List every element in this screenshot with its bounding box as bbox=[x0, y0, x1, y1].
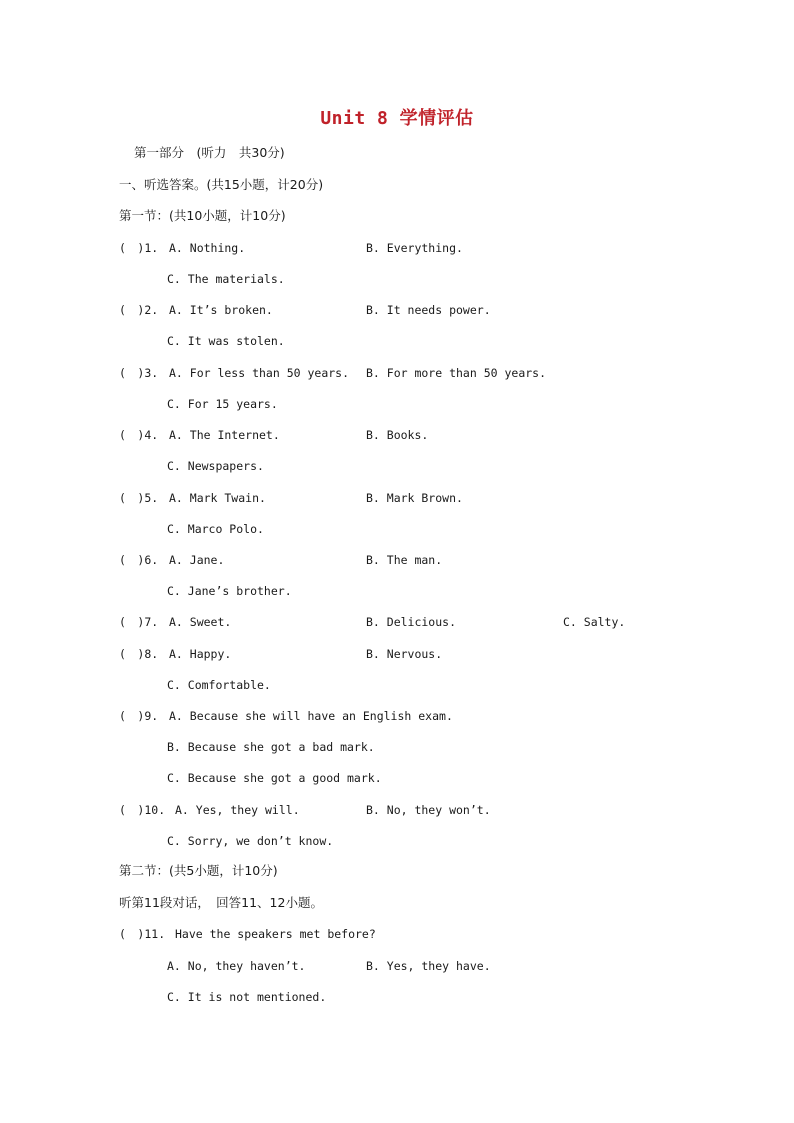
option-b: B. Because she got a bad mark. bbox=[167, 740, 375, 754]
page-title: Unit 8 学情评估 bbox=[320, 108, 474, 129]
question-number: ( )10. bbox=[119, 803, 166, 817]
option-c: C. For 15 years. bbox=[167, 397, 278, 411]
question-number: ( )6. bbox=[119, 553, 159, 567]
subsection-heading-1: 第一节：(共10小题，计10分) bbox=[119, 208, 286, 223]
option-c: C. The materials. bbox=[167, 272, 285, 286]
option-b: B. No, they won’t. bbox=[366, 803, 491, 817]
option-b: B. For more than 50 years. bbox=[366, 366, 547, 380]
question-stem: Have the speakers met before? bbox=[175, 927, 376, 941]
option-b: B. Delicious. bbox=[366, 615, 457, 629]
option-b: B. Books. bbox=[366, 428, 429, 442]
option-b: B. It needs power. bbox=[366, 303, 491, 317]
option-b: B. Nervous. bbox=[366, 647, 443, 661]
option-a: A. The Internet. bbox=[169, 428, 280, 442]
option-a: A. It’s broken. bbox=[169, 303, 273, 317]
question-number: ( )7. bbox=[119, 615, 159, 629]
option-a: A. No, they haven’t. bbox=[167, 959, 306, 973]
question-number: ( )5. bbox=[119, 491, 159, 505]
option-a: A. Nothing. bbox=[169, 241, 246, 255]
question-number: ( )3. bbox=[119, 366, 159, 380]
option-b: B. The man. bbox=[366, 553, 443, 567]
question-number: ( )1. bbox=[119, 241, 159, 255]
question-number: ( )9. bbox=[119, 709, 159, 723]
option-c: C. Because she got a good mark. bbox=[167, 771, 382, 785]
option-c: C. Newspapers. bbox=[167, 459, 264, 473]
question-number: ( )8. bbox=[119, 647, 159, 661]
subsection-heading-2: 第二节：(共5小题，计10分) bbox=[119, 863, 278, 878]
option-a: A. Sweet. bbox=[169, 615, 232, 629]
option-a: A. For less than 50 years. bbox=[169, 366, 350, 380]
option-b: B. Mark Brown. bbox=[366, 491, 463, 505]
option-a: A. Happy. bbox=[169, 647, 232, 661]
option-a: A. Yes, they will. bbox=[175, 803, 300, 817]
option-a: A. Jane. bbox=[169, 553, 225, 567]
question-number: ( )4. bbox=[119, 428, 159, 442]
option-c: C. Comfortable. bbox=[167, 678, 271, 692]
part-heading: 第一部分 (听力 共30分) bbox=[134, 145, 285, 160]
option-b: B. Yes, they have. bbox=[366, 959, 491, 973]
option-a: A. Because she will have an English exam. bbox=[169, 709, 453, 723]
question-number: ( )2. bbox=[119, 303, 159, 317]
section-heading: 一、听选答案。(共15小题，计20分) bbox=[119, 177, 324, 192]
option-b: B. Everything. bbox=[366, 241, 463, 255]
question-number: ( )11. bbox=[119, 927, 166, 941]
option-c: C. It is not mentioned. bbox=[167, 990, 327, 1004]
option-c: C. Jane’s brother. bbox=[167, 584, 292, 598]
option-c: C. Marco Polo. bbox=[167, 522, 264, 536]
option-c: C. It was stolen. bbox=[167, 334, 285, 348]
option-c: C. Sorry, we don’t know. bbox=[167, 834, 334, 848]
option-a: A. Mark Twain. bbox=[169, 491, 266, 505]
dialogue-instruction: 听第11段对话， 回答11、12小题。 bbox=[119, 895, 323, 910]
option-c: C. Salty. bbox=[563, 615, 626, 629]
